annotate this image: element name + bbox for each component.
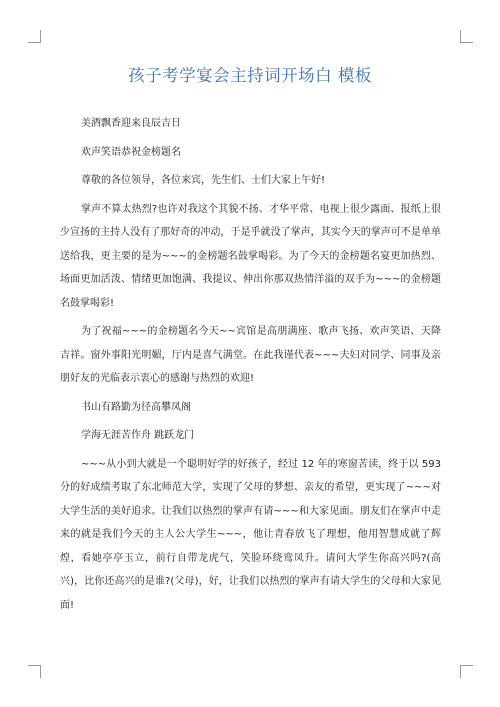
crop-mark-top-left <box>28 30 41 43</box>
document-title: 孩子考学宴会主持词开场白 模板 <box>128 66 372 85</box>
greeting-line-2: 欢声笑语恭祝金榜题名 <box>81 146 181 158</box>
salutation-line: 尊敬的各位领导，各位来宾，先生们、士们大家上午好! <box>81 175 326 186</box>
greeting-line-1: 美酒飘香迎来良辰吉日 <box>81 118 181 129</box>
document-body <box>60 112 441 617</box>
crop-mark-bottom-left <box>28 665 41 678</box>
crop-mark-top-right <box>460 30 473 43</box>
paragraph-welcome: 为了祝福~~~的金榜题名今天~~宾馆是高朋满座、歌声飞扬、欢声笑语、天降吉祥。窗外事阳光明媚，厅内是喜气满堂。在此我谨代表~~~夫妇对同学、同事及亲朋好友的光临表示衷心的感谢与热烈的欢迎! <box>60 326 441 384</box>
couplet-line-1: 书山有路勤为径高攀凤阁 <box>81 401 191 413</box>
couplet-line-2: 学海无涯苦作舟 跳跃龙门 <box>81 430 195 441</box>
paragraph-applause: 掌声不算太热烈?也许对我这个其貌不扬、才华平常、电视上很少露面、报纸上很少宣扬的主持人没有了那好奇的冲动，于是乎就没了掌声，其实今天的掌声可不是单单送给我，更主要的是为~~~的金榜题名鼓掌喝彩。为了今天的金榜题名宴更加热烈、场面更加活泼、情绪更加饱满、我提议、伸出你那双热情洋溢的双手为~~~的金榜题名鼓掌喝彩! <box>60 203 441 309</box>
crop-mark-bottom-right <box>460 665 473 678</box>
paragraph-introduction: ~~~从小到大就是一个聪明好学的好孩子，经过 12 年的寒窗苦读，终于以 593 分的好成绩考取了东北师范大学，实现了父母的梦想、亲友的希望，更实现了~~~对大学生活的美好追求。让我们以热烈的掌声有请~~~和大家见面。朋友们在掌声中走来的就是我们今天的主人公大学生~~~，他让青春放飞了理想，他用智慧成就了辉煌，看她亭亭玉立，前行自带龙虎气，笑脸环绕鸾凤升。请问大学生你高兴吗?(高兴)，比你还高兴的是谁?(父母)，好，让我们以热烈的掌声有请大学生的父母和大家见面! <box>60 458 441 611</box>
